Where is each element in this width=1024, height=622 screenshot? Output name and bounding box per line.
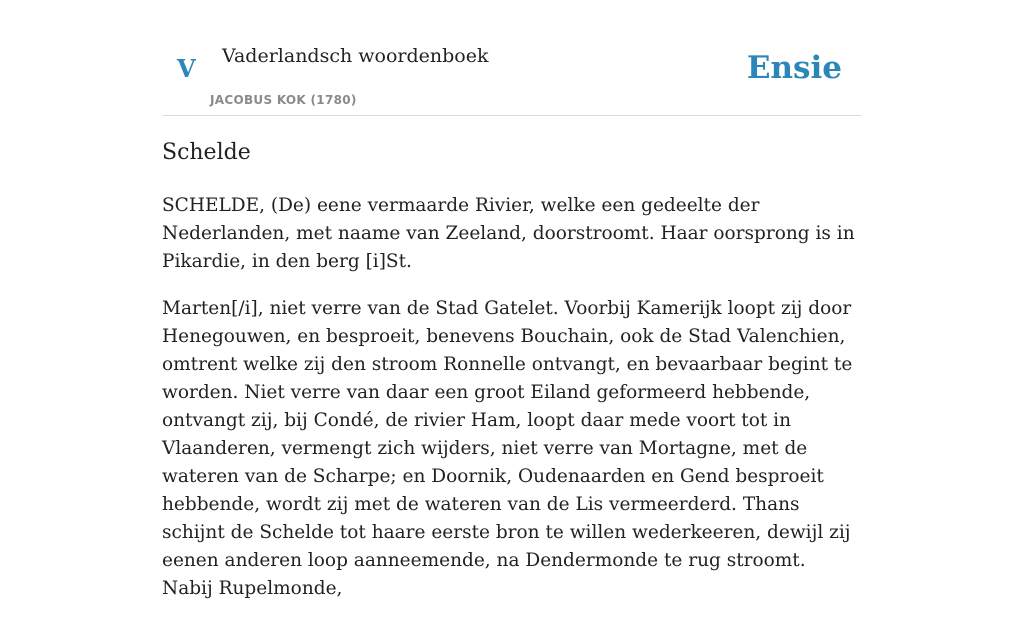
book-letter-link[interactable]: V <box>177 54 196 83</box>
ensie-logo-link[interactable]: Ensie <box>746 50 842 86</box>
page <box>162 0 862 599</box>
entry-title: Schelde <box>162 140 251 165</box>
book-author: JACOBUS KOK (1780) <box>210 93 357 107</box>
entry-paragraph: Marten[/i], niet verre van de Stad Gatelet. Voorbij Kamerijk loopt zij door Henegouwen, en besproeit, benevens Bouchain, ook de Stad Valenchien, omtrent welke zij den stroom Ronnelle ontvangt, en bevaarbaar begint te worden. Niet verre van daar een groot Eiland geformeerd hebbende, ontvangt zij, bij Condé, de rivier Ham, loopt daar mede voort tot in Vlaanderen, vermengt zich wijders, niet verre van Mortagne, met de wateren van de Scharpe; en Doornik, Oudenaarden en Gend besproeit hebbende, wordt zij met de wateren van de Lis vermeerderd. Thans schijnt de Schelde tot haare eerste bron te willen wederkeeren, dewijl zij eenen anderen loop aanneemende, na Dendermonde te rug stroomt. Nabij Rupelmonde, <box>162 298 853 599</box>
entry-paragraph: SCHELDE, (De) eene vermaarde Rivier, welke een gedeelte der Nederlanden, met naame van Zeeland, doorstroomt. Haar oorsprong is in Pikardie, in den berg [i]St. <box>162 195 855 272</box>
book-title-link[interactable]: Vaderlandsch woordenboek <box>222 45 489 67</box>
header <box>162 0 862 116</box>
entry-content <box>162 192 862 622</box>
